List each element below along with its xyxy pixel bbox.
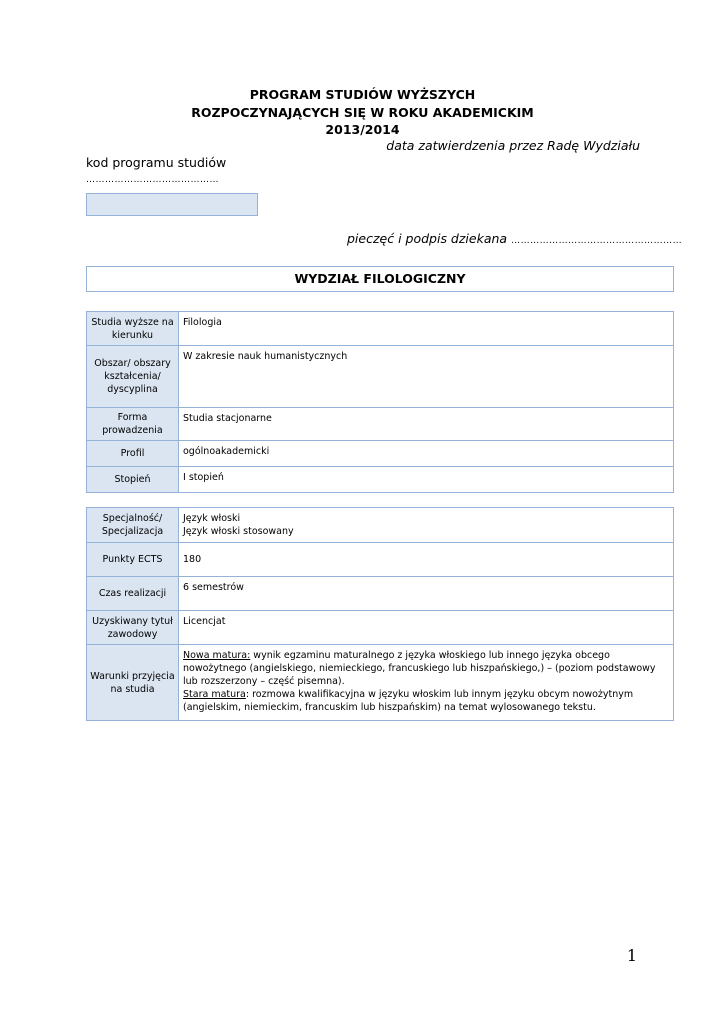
program-info-table (86, 311, 674, 493)
title-line-3: 2013/2014 (325, 122, 400, 137)
program-code-box (86, 193, 258, 216)
faculty-name: WYDZIAŁ FILOLOGICZNY (86, 266, 674, 292)
dean-signature-label: pieczęć i podpis dziekana (347, 231, 508, 246)
ects-label: Punkty ECTS (87, 543, 179, 577)
field-value: Studia stacjonarne (179, 408, 674, 441)
table-row (87, 508, 674, 543)
specialization-value (179, 508, 674, 543)
table-row (87, 577, 674, 611)
table-row (87, 441, 674, 467)
field-label: Stopień (87, 467, 179, 493)
table-row (87, 467, 674, 493)
admission-value (179, 645, 674, 721)
duration-value: 6 semestrów (179, 577, 674, 611)
degree-title-value: Licencjat (179, 611, 674, 645)
page-number: 1 (626, 946, 637, 965)
title-line-2: ROZPOCZYNAJĄCYCH SIĘ W ROKU AKADEMICKIM (191, 105, 534, 120)
dean-signature (347, 231, 682, 246)
new-matura-label: Nowa matura: (183, 650, 251, 661)
table-row (87, 645, 674, 721)
specialization-table (86, 507, 674, 721)
table-row (87, 543, 674, 577)
specialization-line-2: Język włoski stosowany (183, 526, 294, 537)
ects-value: 180 (179, 543, 674, 577)
field-label: Forma prowadzenia (87, 408, 179, 441)
field-value: Filologia (179, 312, 674, 346)
approval-date-label: data zatwierdzenia przez Radę Wydziału (386, 138, 640, 153)
dean-signature-dots: ……………………………………………… (511, 236, 683, 246)
duration-label: Czas realizacji (87, 577, 179, 611)
field-value: W zakresie nauk humanistycznych (179, 346, 674, 408)
field-label: Obszar/ obszary kształcenia/ dyscyplina (87, 346, 179, 408)
admission-label: Warunki przyjęcia na studia (87, 645, 179, 721)
table-row (87, 346, 674, 408)
table-row (87, 611, 674, 645)
title-line-1: PROGRAM STUDIÓW WYŻSZYCH (249, 87, 476, 102)
specialization-line-1: Język włoski (183, 513, 241, 524)
field-value: ogólnoakademicki (179, 441, 674, 467)
new-matura-text: wynik egzaminu maturalnego z języka włoskiego lub innego języka obcego nowożytnego (angielskiego, niemieckiego, francuskiego lub hiszpańskiego,) – (poziom podstawowy lub rozszerzony – część pisemna). (183, 650, 656, 687)
degree-title-label: Uzyskiwany tytuł zawodowy (87, 611, 179, 645)
field-value: I stopień (179, 467, 674, 493)
table-row (87, 312, 674, 346)
program-code-label: kod programu studiów (86, 155, 227, 170)
program-code-dots: …………………………………… (86, 175, 219, 185)
specialization-label: Specjalność/ Specjalizacja (87, 508, 179, 543)
old-matura-label: Stara matura (183, 689, 246, 700)
old-matura-text: : rozmowa kwalifikacyjna w języku włoskim lub innym języku obcym nowożytnym (angielskim, niemieckim, francuskim lub hiszpańskim) na temat wylosowanego tekstu. (183, 689, 634, 713)
table-row (87, 408, 674, 441)
field-label: Profil (87, 441, 179, 467)
field-label: Studia wyższe na kierunku (87, 312, 179, 346)
